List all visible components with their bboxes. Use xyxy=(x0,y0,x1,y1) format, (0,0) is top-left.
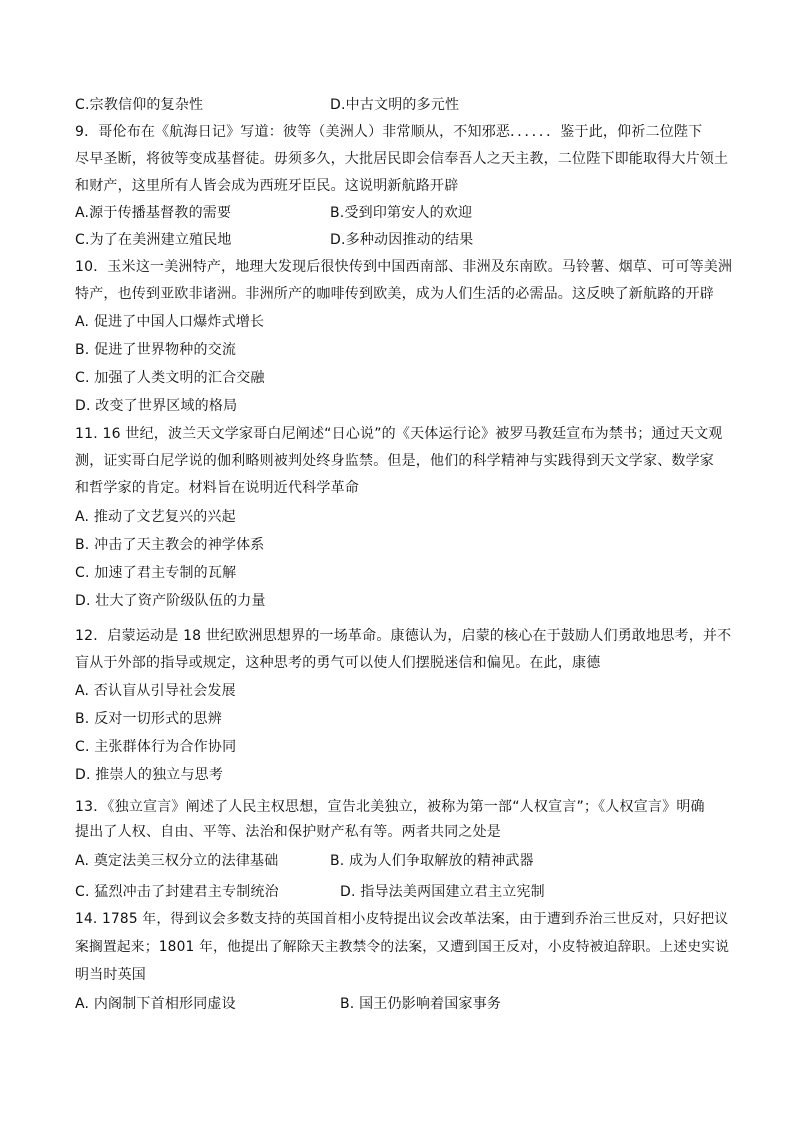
q10-option-d: D. 改变了世界区域的格局 xyxy=(75,398,238,414)
q12-option-b: B. 反对一切形式的思辨 xyxy=(75,711,222,727)
q12-option-c: C. 主张群体行为合作协同 xyxy=(75,739,237,755)
q12-stem-line-1: 12．启蒙运动是 18 世纪欧洲思想界的一场革命。康德认为，启蒙的核心在于鼓励人们勇敢地思考，并不 xyxy=(75,628,732,644)
q13-stem-line-1: 13．《独立宣言》阐述了人民主权思想，宣告北美独立，被称为第一部“人权宣言”；《人权宣言》明确 xyxy=(75,799,705,815)
q10-stem-line-1: 10．玉米这一美洲特产，地理大发现后很快传到中国西南部、非洲及东南欧。马铃薯、烟草、可可等美洲 xyxy=(75,259,733,275)
q14-stem-line-1: 14. 1785 年，得到议会多数支持的英国首相小皮特提出议会改革法案，由于遭到乔治三世反对，只好把议 xyxy=(75,911,729,927)
q11-option-d: D. 壮大了资产阶级队伍的力量 xyxy=(75,593,266,609)
q14-option-b: B. 国王仍影响着国家事务 xyxy=(340,996,502,1012)
q11-option-a: A. 推动了文艺复兴的兴起 xyxy=(75,509,236,525)
q13-option-d: D. 指导法美两国建立君主立宪制 xyxy=(340,884,545,900)
q10-option-c: C. 加强了人类文明的汇合交融 xyxy=(75,370,265,386)
q11-stem-line-2: 测，证实哥白尼学说的伽利略则被判处终身监禁。但是，他们的科学精神与实践得到天文学家、数学家 xyxy=(75,453,714,469)
q11-stem-line-3: 和哲学家的肯定。材料旨在说明近代科学革命 xyxy=(75,480,359,496)
q13-stem-line-2: 提出了人权、自由、平等、法治和保护财产私有等。两者共同之处是 xyxy=(75,824,501,840)
q14-stem-line-3: 明当时英国 xyxy=(75,967,146,983)
q9-option-c: C.为了在美洲建立殖民地 xyxy=(75,232,232,248)
q14-option-a: A. 内阁制下首相形同虚设 xyxy=(75,996,236,1012)
q9-stem-line-1: 9．哥伦布在《航海日记》写道：彼等（美洲人）非常顺从，不知邪恶．．．．．．鉴于此，仰祈二位陛下 xyxy=(75,124,703,140)
q10-stem-line-2: 特产，也传到亚欧非诸洲。非洲所产的咖啡传到欧美，成为人们生活的必需品。这反映了新航路的开辟 xyxy=(75,286,714,302)
q8-option-c: C.宗教信仰的复杂性 xyxy=(75,97,204,113)
q14-stem-line-2: 案搁置起来；1801 年，他提出了解除天主教禁令的法案，又遭到国王反对，小皮特被迫辞职。上述史实说 xyxy=(75,939,730,955)
q9-option-a: A.源于传播基督教的需要 xyxy=(75,205,232,221)
q9-stem-line-2: 尽早圣断，将彼等变成基督徒。毋须多久，大批居民即会信奉吾人之天主教，二位陛下即能取得大片领土 xyxy=(75,151,729,167)
q11-option-b: B. 冲击了天主教会的神学体系 xyxy=(75,537,265,553)
q9-option-d: D.多种动因推动的结果 xyxy=(330,232,474,248)
q12-stem-line-2: 盲从于外部的指导或规定，这种思考的勇气可以使人们摆脱迷信和偏见。在此，康德 xyxy=(75,655,601,671)
q13-option-a: A. 奠定法美三权分立的法律基础 xyxy=(75,853,279,869)
q10-option-a: A. 促进了中国人口爆炸式增长 xyxy=(75,314,265,330)
q12-option-a: A. 否认盲从引导社会发展 xyxy=(75,683,236,699)
q11-option-c: C. 加速了君主专制的瓦解 xyxy=(75,565,237,581)
q10-option-b: B. 促进了世界物种的交流 xyxy=(75,342,237,358)
q8-option-d: D.中古文明的多元性 xyxy=(330,97,460,113)
q11-stem-line-1: 11. 16 世纪，波兰天文学家哥白尼阐述“日心说”的《天体运行论》被罗马教廷宣布为禁书；通过天文观 xyxy=(75,426,723,442)
q9-stem-line-3: 和财产，这里所有人皆会成为西班牙臣民。这说明新航路开辟 xyxy=(75,178,459,194)
q13-option-b: B. 成为人们争取解放的精神武器 xyxy=(330,853,534,869)
q9-option-b: B.受到印第安人的欢迎 xyxy=(330,205,473,221)
q13-option-c: C. 猛烈冲击了封建君主专制统治 xyxy=(75,884,279,900)
q12-option-d: D. 推崇人的独立与思考 xyxy=(75,767,224,783)
